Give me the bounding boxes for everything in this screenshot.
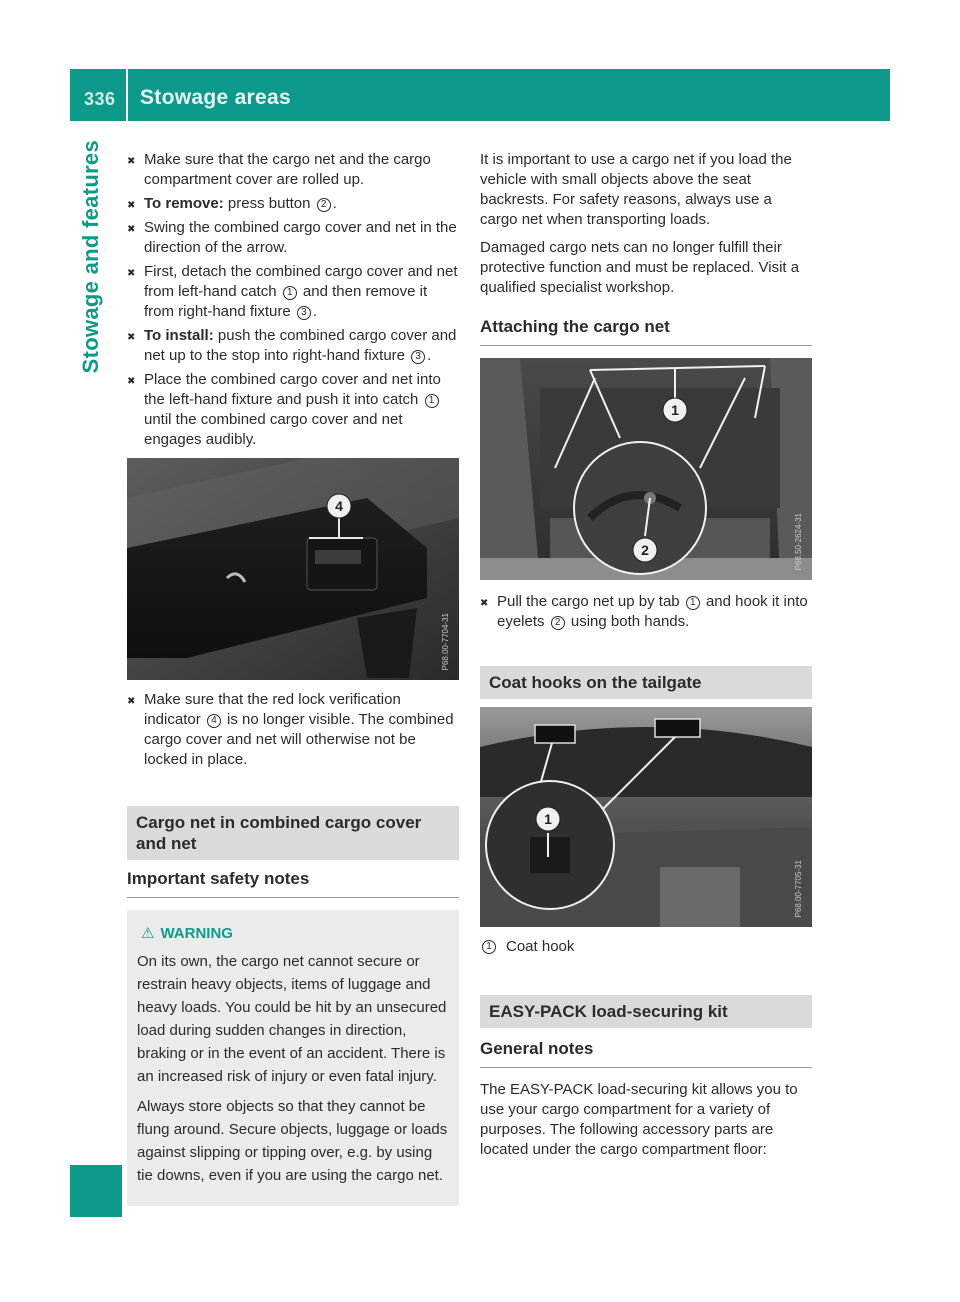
figure3-ref: P68.00-7705-31: [794, 859, 803, 917]
instruction-step: [127, 326, 459, 366]
figure2-ref: P68.50-2624-31: [794, 512, 803, 570]
step-text: is no longer visible. The combined cargo cover and net will otherwise not be locked in place.: [144, 711, 454, 768]
callout-number: 2: [317, 198, 331, 212]
callout-number: 3: [297, 306, 311, 320]
easypack-title: EASY-PACK load-securing kit: [480, 995, 812, 1028]
step-text: and then remove it from right-hand fixture: [144, 283, 428, 320]
instruction-step: [127, 218, 459, 258]
step-arrow-icon: ✖: [127, 696, 136, 707]
caption-text: Coat hook: [506, 938, 575, 955]
warning-paragraph: Always store objects so that they cannot be flung around. Secure objects, luggage or loads against slipping or tipping over, e.g. by using tie downs, even if you are using the cargo net.: [137, 1098, 448, 1184]
instruction-list: [127, 690, 459, 770]
step-text: using both hands.: [566, 613, 690, 630]
chapter-title: Stowage areas: [140, 86, 291, 109]
callout-number: 1: [283, 286, 297, 300]
step-arrow-icon: ✖: [127, 376, 136, 387]
step-text: .: [312, 303, 318, 320]
step-arrow-icon: ✖: [127, 156, 136, 167]
section-title: Cargo net in combined cargo cover and net: [127, 806, 459, 860]
step-text: press button: [223, 195, 315, 212]
general-notes-title: General notes: [480, 1038, 812, 1068]
warning-label: WARNING: [160, 925, 233, 942]
right-column: [480, 150, 812, 1168]
instruction-list: [127, 150, 459, 450]
page-number: 336: [84, 89, 116, 109]
step-arrow-icon: ✖: [480, 598, 489, 609]
side-tab-label: Stowage and features: [78, 140, 103, 374]
warning-box: [127, 910, 459, 1206]
callout-number: 4: [207, 714, 221, 728]
step-text: Swing the combined cargo cover and net in the direction of the arrow.: [144, 219, 457, 256]
step-text: Pull the cargo net up by tab: [497, 593, 684, 610]
step-text: and hook it into eyelets: [497, 593, 808, 630]
step-text: push the combined cargo cover and net up to the stop into right-hand fixture: [144, 327, 457, 364]
side-tab: [70, 140, 122, 1160]
step-arrow-icon: ✖: [127, 200, 136, 211]
warning-paragraph: On its own, the cargo net cannot secure or restrain heavy objects, items of luggage and heavy loads. You could be hit by an unsecured load during sudden changes in direction, braking or in the event of an accident. There is an increased risk of injury or even fatal injury.: [137, 953, 447, 1085]
instruction-step: [127, 690, 459, 770]
general-notes-text: The EASY-PACK load-securing kit allows you to use your cargo compartment for a variety of purposes. The following accessory parts are located under the cargo compartment floor:: [480, 1081, 798, 1158]
step-text: .: [427, 347, 432, 364]
figure-coat-hooks: [480, 707, 812, 927]
intro-paragraph: It is important to use a cargo net if you load the vehicle with small objects above the seat backrests. For safety reasons, always use a cargo net when transporting loads.: [480, 151, 792, 228]
coat-hooks-illustration: [480, 707, 812, 927]
step-label: To install:: [144, 327, 214, 344]
step-arrow-icon: ✖: [127, 224, 136, 235]
callout-number: 2: [551, 616, 565, 630]
figure-cargo-cover-catch: [127, 458, 459, 680]
step-label: To remove:: [144, 195, 224, 212]
warning-triangle-icon: ⚠: [141, 925, 155, 942]
coat-hooks-title: Coat hooks on the tailgate: [480, 666, 812, 699]
figure2-marker-1: 1: [671, 402, 679, 418]
instruction-step: [127, 370, 459, 450]
step-text: Place the combined cargo cover and net into the left-hand fixture and push it into catch: [144, 371, 441, 408]
step-text: .: [332, 195, 337, 212]
instruction-step: [480, 592, 812, 632]
caption-marker: 1: [482, 940, 496, 954]
step-text: until the combined cargo cover and net engages audibly.: [144, 411, 403, 448]
instruction-step: [127, 150, 459, 190]
instruction-step: [127, 194, 459, 214]
header-divider: [126, 69, 128, 121]
instruction-list: [480, 592, 812, 632]
subsection-title: Important safety notes: [127, 868, 459, 898]
step-arrow-icon: ✖: [127, 268, 136, 279]
step-text: Make sure that the red lock verification indicator: [144, 691, 401, 728]
instruction-step: [127, 262, 459, 322]
figure-caption: [480, 937, 812, 957]
figure-cargo-net: [480, 358, 812, 580]
cargo-cover-illustration: [127, 458, 459, 680]
page-header: [70, 69, 890, 121]
step-arrow-icon: ✖: [127, 332, 136, 343]
figure3-marker: 1: [544, 811, 552, 827]
cargo-net-illustration: [480, 358, 812, 580]
step-text: Make sure that the cargo net and the cargo compartment cover are rolled up.: [144, 151, 431, 188]
intro-paragraph: Damaged cargo nets can no longer fulfill their protective function and must be replaced. Visit a qualified specialist workshop.: [480, 239, 800, 296]
figure1-marker: 4: [335, 498, 343, 514]
callout-number: 1: [686, 596, 700, 610]
figure2-marker-2: 2: [641, 542, 649, 558]
callout-number: 1: [425, 394, 439, 408]
callout-number: 3: [411, 350, 425, 364]
side-tab-marker: [70, 1165, 122, 1217]
warning-heading: [141, 924, 449, 944]
figure1-ref: P68.00-7704-31: [441, 612, 450, 670]
attach-title: Attaching the cargo net: [480, 316, 812, 346]
left-column: [127, 150, 459, 1206]
step-text: First, detach the combined cargo cover and net from left-hand catch: [144, 263, 458, 300]
